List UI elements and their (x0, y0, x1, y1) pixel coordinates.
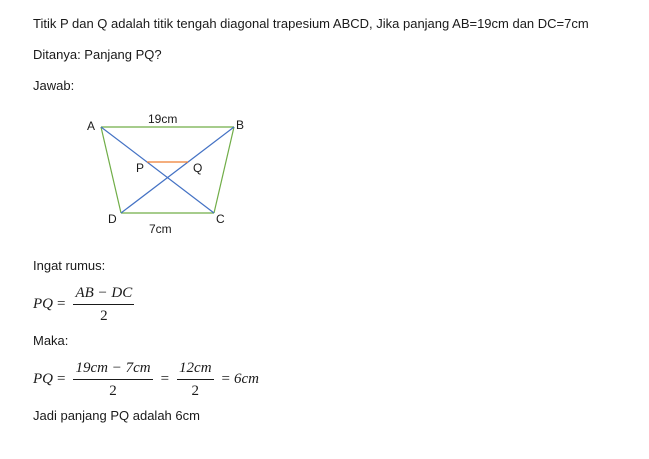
formula-equals: = (57, 296, 66, 312)
label-p: P (136, 161, 145, 175)
conclusion-text: Jadi panjang PQ adalah 6cm (33, 408, 200, 423)
solution-fraction-2 (177, 359, 214, 400)
problem-statement: Titik P dan Q adalah titik tengah diagonal trapesium ABCD, Jika panjang AB=19cm dan DC=7cm (33, 16, 589, 31)
question-text: Ditanya: Panjang PQ? (33, 47, 162, 62)
formula-label: Ingat rumus: (33, 258, 106, 273)
solution-lhs: PQ (33, 371, 53, 387)
solution-fraction-1-numerator: 19cm − 7cm (73, 359, 152, 380)
solution-equals-3: = (221, 371, 231, 387)
label-c: C (216, 212, 225, 226)
formula-lhs: PQ (33, 296, 53, 312)
solution-fraction-2-denominator: 2 (191, 383, 200, 399)
solution-equation (33, 359, 259, 400)
solution-fraction-2-numerator: 12cm (177, 359, 214, 380)
label-a: A (87, 119, 96, 133)
formula-numerator: AB − DC (73, 284, 134, 305)
label-d: D (108, 212, 117, 226)
formula-denominator: 2 (100, 308, 108, 324)
top-length-label: 19cm (148, 112, 178, 126)
formula-equation (33, 284, 138, 325)
solution-fraction-1-denominator: 2 (109, 383, 117, 399)
solution-equals-1: = (57, 371, 66, 387)
solution-equals-2: = (160, 371, 170, 387)
solution-result: 6cm (234, 371, 260, 387)
label-b: B (236, 118, 245, 132)
solution-label: Maka: (33, 333, 69, 348)
formula-fraction (73, 284, 134, 325)
answer-label: Jawab: (33, 78, 75, 93)
solution-fraction-1 (73, 359, 152, 400)
label-q: Q (193, 161, 203, 175)
bottom-length-label: 7cm (149, 222, 172, 236)
